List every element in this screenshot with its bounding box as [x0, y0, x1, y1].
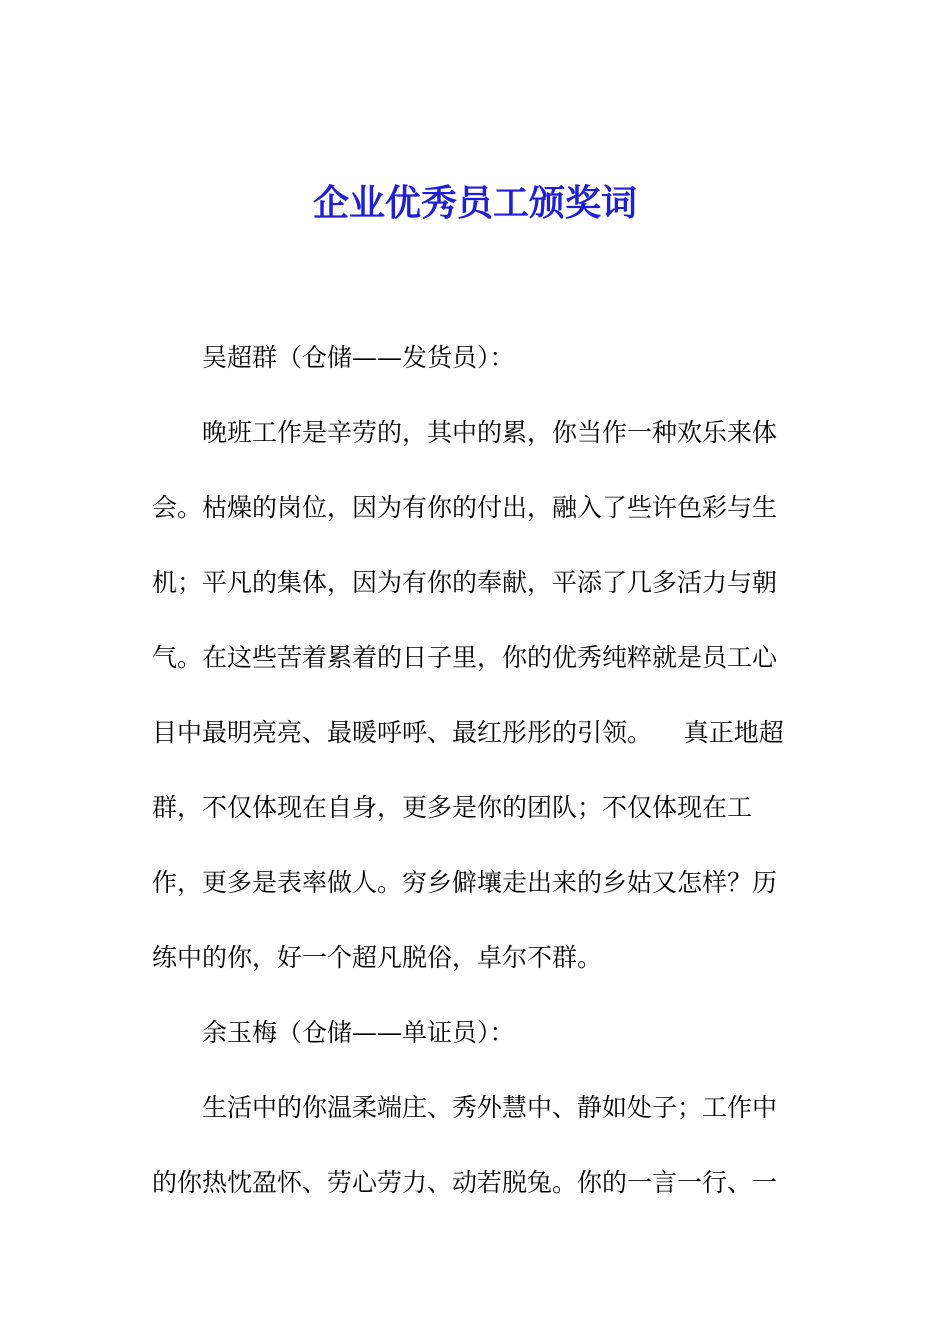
paragraph-line: 群，不仅体现在自身，更多是你的团队；不仅体现在工: [152, 793, 753, 822]
document-title: 企业优秀员工颁奖词: [312, 182, 637, 224]
paragraph-line: 气。在这些苦着累着的日子里，你的优秀纯粹就是员工心: [152, 643, 778, 672]
paragraph-line: 练中的你，好一个超凡脱俗，卓尔不群。: [152, 943, 603, 972]
paragraph-line: 的你热忱盈怀、劳心劳力、动若脱兔。你的一言一行、一: [152, 1168, 778, 1197]
paragraph-line: 晚班工作是辛劳的，其中的累，你当作一种欢乐来体: [202, 418, 778, 447]
paragraph-line: 目中最明亮亮、最暖呼呼、最红彤彤的引领。 真正地超: [152, 718, 784, 747]
paragraph-line: 生活中的你温柔端庄、秀外慧中、静如处子；工作中: [202, 1093, 778, 1122]
paragraph-line: 机；平凡的集体，因为有你的奉献，平添了几多活力与朝: [152, 568, 778, 597]
section-heading-wu-chaoqun: 吴超群（仓储——发货员）：: [202, 343, 515, 372]
section-heading-yu-yumei: 余玉梅（仓储——单证员）：: [202, 1018, 515, 1047]
paragraph-line: 作，更多是表率做人。穷乡僻壤走出来的乡姑又怎样？历: [152, 868, 778, 897]
document-body: [152, 320, 812, 1220]
paragraph-line: 会。枯燥的岗位，因为有你的付出，融入了些许色彩与生: [152, 493, 778, 522]
